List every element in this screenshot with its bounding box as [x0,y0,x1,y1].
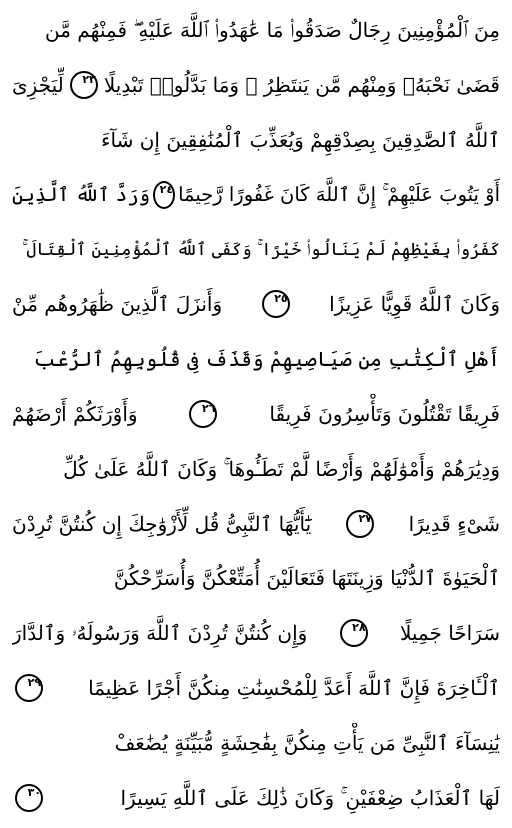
text-line-1 [12,10,500,50]
line-text: وَكَانَ ٱللَّهُ قَوِيًّا عَزِيزًا [329,292,500,317]
line-text: ٱلْحَيَوٰةَ ٱلدُّنْيَا وَزِينَتَهَا فَتَعَالَيْنَ أُمَتِّعْكُنَّ وَأُسَرِّحْكُنَّ [113,566,500,591]
line-text-after-marker: وَأَنزَلَ ٱلَّذِينَ ظَٰهَرُوهُم مِّنْ [12,292,223,317]
text-line-7 [12,339,500,379]
line-text-after-marker: وَأَوْرَثَكُمْ أَرْضَهُمْ [12,401,138,426]
ayah-end-marker: ٢٤ [153,181,175,209]
ayah-end-marker: ٢٧ [346,510,374,538]
line-text: فَرِيقًا تَقْتُلُونَ وَتَأْسِرُونَ فَرِيقًا [269,401,500,426]
text-line-13 [12,668,500,708]
line-text: لَهَا ٱلْعَذَابُ ضِعْفَيْنِ ۚ وَكَانَ ذَٰلِكَ عَلَى ٱللَّهِ يَسِيرًا [120,785,500,810]
text-line-14 [12,723,500,763]
line-text: يَٰنِسَآءَ ٱلنَّبِىِّ مَن يَأْتِ مِنكُنَّ بِفَٰحِشَةٍ مُّبَيِّنَةٍ يُضَٰعَفْ [114,730,500,755]
line-text: ٱللَّهُ ٱلصَّٰدِقِينَ بِصِدْقِهِمْ وَيُعَذِّبَ ٱلْمُنَٰفِقِينَ إِن شَآءَ [101,127,500,152]
text-line-10 [12,504,500,544]
quran-text-block [12,10,500,818]
ayah-end-marker: ٢٣ [70,71,98,99]
text-line-2 [12,65,500,105]
line-text-after-marker: وَإِن كُنتُنَّ تُرِدْنَ ٱللَّهَ وَرَسُولَهُۥ وَٱلدَّارَ [12,621,308,646]
line-text: أَهْلِ ٱلْكِتَٰبِ مِن صَيَاصِيهِمْ وَقَذَفَ فِى قُلُوبِهِمُ ٱلرُّعْبَ [33,347,500,372]
line-text: قَضَىٰ نَحْبَهُۥ وَمِنْهُم مَّن يَنتَظِرُ ۖ وَمَا بَدَّلُوا۟ تَبْدِيلًا [103,72,500,97]
text-line-3 [12,120,500,160]
text-line-12 [12,613,500,653]
line-text: وَدِيَٰرَهُمْ وَأَمْوَٰلَهُمْ وَأَرْضًا لَّمْ تَطَـُٔوهَا ۚ وَكَانَ ٱللَّهُ عَلَىٰ كُلِّ [63,456,500,481]
line-text-after-marker: لِّيَجْزِىَ [12,72,64,97]
ayah-end-marker: ٢٨ [340,619,368,647]
text-line-15 [12,778,500,818]
text-line-8 [12,394,500,434]
line-text: مِنَ ٱلْمُؤْمِنِينَ رِجَالٌ صَدَقُوا۟ مَا عَٰهَدُوا۟ ٱللَّهَ عَلَيْهِ ۖ فَمِنْهُم مَّن [45,18,500,42]
line-text: كَفَرُوا۟ بِغَيْظِهِمْ لَمْ يَنَالُوا۟ خَيْرًا ۚ وَكَفَى ٱللَّهُ ٱلْمُؤْمِنِينَ ٱلْقِتَالَ ۚ [22,239,500,260]
line-text-after-marker: يَٰٓأَيُّهَا ٱلنَّبِىُّ قُل لِّأَزْوَٰجِكَ إِن كُنتُنَّ تُرِدْنَ [12,511,312,536]
text-line-11 [12,558,500,598]
text-line-4 [12,175,500,215]
line-text: شَىْءٍ قَدِيرًا [408,511,500,536]
ayah-end-marker: ٢٦ [189,400,217,428]
line-text: سَرَاحًا جَمِيلًا [399,621,500,646]
ayah-end-marker: ٢٥ [262,290,290,318]
text-line-6 [12,284,500,324]
text-line-9 [12,449,500,489]
ayah-end-marker: ٢٩ [15,674,43,702]
line-text: أَوْ يَتُوبَ عَلَيْهِمْ ۚ إِنَّ ٱللَّهَ كَانَ غَفُورًا رَّحِيمًا [178,183,500,207]
ayah-end-marker: ٣٠ [15,784,43,812]
line-text: ٱلْـَٔاخِرَةَ فَإِنَّ ٱللَّهَ أَعَدَّ لِلْمُحْسِنَٰتِ مِنكُنَّ أَجْرًا عَظِيمًا [88,676,500,701]
line-text-after-marker: وَرَدَّ ٱللَّهُ ٱلَّذِينَ [12,183,151,207]
text-line-5 [12,229,500,269]
